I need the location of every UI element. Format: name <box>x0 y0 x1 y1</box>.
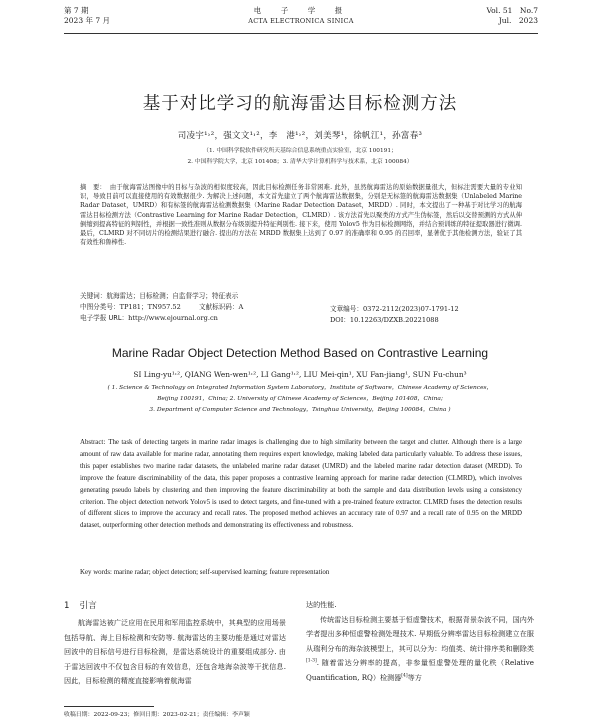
running-header <box>64 6 538 32</box>
authors-cn: 司凌宇¹˒²，强文文¹˒²，李 港¹˒²，刘美琴¹，徐帆江¹，孙富春³ <box>177 131 423 141</box>
paragraph-2-text-c: 等方 <box>407 672 422 682</box>
doi-line <box>330 314 439 324</box>
body-column-left <box>64 598 286 689</box>
affiliation-en-1: ( 1. Science & Technology on Integrated Information System Laboratory，Institute of Software，Chinese Academy of Sciences， <box>107 385 493 391</box>
date-en: Jul. 2023 <box>498 16 538 25</box>
keywords-cn-label: 关键词： <box>80 292 107 300</box>
doc-code-label: 文献标识码： <box>198 303 239 311</box>
issue-number: 第 7 期 <box>64 6 89 15</box>
abstract-cn-label: 摘 要： <box>80 184 106 191</box>
header-rule <box>64 33 538 34</box>
body-column-right <box>306 598 534 686</box>
affiliation-en-2: Beijing 100191，China; 2. University of Chinese Academy of Sciences，Beijing 101408，China; <box>157 396 443 402</box>
journal-name-cn: 电 子 学 报 <box>253 6 349 15</box>
article-no-label: 文章编号： <box>330 305 363 313</box>
abstract-en <box>80 437 522 532</box>
header-right <box>486 6 538 26</box>
abstract-cn <box>80 183 522 247</box>
affiliation-en-3: 3. Department of Computer Science and Technology，Tsinghua University，Beijing 100084，China ) <box>149 407 451 413</box>
doc-code-value: A <box>238 303 244 311</box>
received-date-footnote: 收稿日期：2022-09-23；修回日期：2023-02-21；责任编辑：李声颖 <box>64 712 250 718</box>
issue-date: 2023 年 7 月 <box>64 16 111 25</box>
section-title: 引言 <box>79 601 97 611</box>
intro-paragraph-1-cont: 达的性能. <box>306 600 337 609</box>
url-line <box>80 314 218 323</box>
intro-paragraph-1: 航海雷达被广泛应用在民用和军用监控系统中，其典型的应用场景包括导航、海上目标检测和安防等. 航海雷达的主要功能是通过对雷达回波中的目标信号进行目标检测，是雷达系统设计的重要组成部分. 由于雷达回波中不仅包含目标的有效信息，还包含地海杂波等干扰信息. 因此，目标检测的精度直接影响着航海雷 <box>64 618 286 686</box>
keywords-cn-text: 航海雷达；目标检测；自监督学习；特征表示 <box>106 292 239 300</box>
keywords-cn <box>80 292 238 301</box>
keywords-en-label: Key words: <box>80 569 112 576</box>
keywords-en <box>80 569 329 576</box>
paper-title-cn: 基于对比学习的航海雷达目标检测方法 <box>142 94 458 114</box>
clc-value: TP181；TN957.52 <box>119 303 181 311</box>
authors-en: SI Ling-yu¹˒², QIANG Wen-wen¹˒², LI Gang¹˒², LIU Mei-qin¹, XU Fan-jiang¹, SUN Fu-chun³ <box>133 370 467 379</box>
header-center <box>64 6 538 26</box>
volume-number: Vol. 51 No.7 <box>486 6 538 15</box>
section-number: 1 <box>64 601 70 611</box>
clc-line <box>80 303 243 312</box>
abstract-cn-text: 由于航海雷达图像中的目标与杂波的相似度较高，因此目标检测任务非常困难. 此外，虽然航海雷达的原始数据量很大，但标注需要大量的专业知识，导致目前可以直接使用的有效数据很少. 为解决上述问题，本文首先建立了两个航海雷达数据集，分别是无标签的航海雷达数据集（Unlabeled Marine Radar Dataset，UMRD）和有标签的航海雷达检测数据集（Marine Radar Detection Dataset，MRDD）. 同时，本文提出了一种基于对比学习的航海雷达目标检测方法（Contrastive Learning for Marine Radar Detection，CLMRD）. 该方法首先以聚类的方式产生伪标签，然后以交替预测的方式从伸倒缩到提高特征的判别性，并根据一致性准则从数据分布级别提升特征判别性. 接下来，使用 Yolov5 作为目标检测网络，并结合预训练的特征提取器进行微调. 最后，CLMRD 对不同切片的检测结果进行融合. 提出的方法在 MRDD 数据集上达到了 0.97 的准确率和 0.95 的召回率，显著优于其他检测方法，验证了其有效性和鲁棒性. <box>80 184 522 247</box>
citation-4[interactable]: [4] <box>401 673 408 679</box>
paragraph-2-text-b: . 随着雷达分辨率的提高，非参量恒虚警处理的量化秩（Relative Quantification, RQ）检测器 <box>306 658 534 682</box>
clc-label: 中图分类号： <box>80 303 120 311</box>
affiliation-cn-1: （1. 中国科学院软件研究所天基综合信息系统重点实验室，北京 100191； <box>203 148 397 154</box>
paragraph-2-text-a: 传统雷达目标检测主要基于恒虚警技术，根据背景杂波不同，国内外学者提出多种恒虚警检测处理技术. 早期低分辨率雷达目标检测建立在服从瑞利分布的海杂波模型上，其可以分为：均值类、统计排序类和删除类 <box>306 614 534 653</box>
keywords-en-text: marine radar; object detection; self-supervised learning; feature representation <box>113 569 330 576</box>
url-link[interactable]: http://www.ejournal.org.cn <box>128 314 218 322</box>
doi-label: DOI： <box>330 316 350 324</box>
journal-name-en: ACTA ELECTRONICA SINICA <box>248 17 354 25</box>
footnote-rule <box>64 706 154 707</box>
intro-paragraph-2 <box>306 613 534 686</box>
abstract-en-text: The task of detecting targets in marine radar images is challenging due to high similarity between the target and clutter. Although there is a large amount of raw data available for marine radar, annotating them requires expert knowledge, making labeled data particularly valuable. To address these issues, this paper establishes two marine radar datasets, the unlabeled marine radar dataset (UMRD) and the labeled marine radar detection dataset (MRDD). To improve the feature discriminability of the data, this paper proposes a contrastive learning approach for marine radar detection (CLMRD), which involves generating pseudo labels by clustering and then improving the feature discriminability at both the sample and data distribution levels using a consistency criterion. The object detection network Yolov5 is used to detect targets, and fine-tuned with a pre-trained feature extractor. CLMRD fuses the detection results of different slices to improve the accuracy and recall rates. The proposed method achieves an accuracy rate of 0.97 and a recall rate of 0.95 on the MRDD dataset, outperforming other detection methods and demonstrating its effectiveness and robustness. <box>80 439 522 530</box>
abstract-en-label: Abstract: <box>80 439 106 446</box>
paper-title-en: Marine Radar Object Detection Method Based on Contrastive Learning <box>111 346 489 360</box>
doi-value: 10.12263/DZXB.20221088 <box>349 316 439 324</box>
article-no-line <box>330 303 459 313</box>
affiliation-cn-2: 2. 中国科学院大学，北京 101408；3. 清华大学计算机科学与技术系，北京 100084） <box>187 159 413 165</box>
section-heading <box>64 598 286 614</box>
citation-1-3[interactable]: [1-3] <box>306 659 317 665</box>
article-no-value: 0372-2112(2023)07-1791-12 <box>362 305 459 313</box>
url-label: 电子学报 URL： <box>80 314 129 322</box>
